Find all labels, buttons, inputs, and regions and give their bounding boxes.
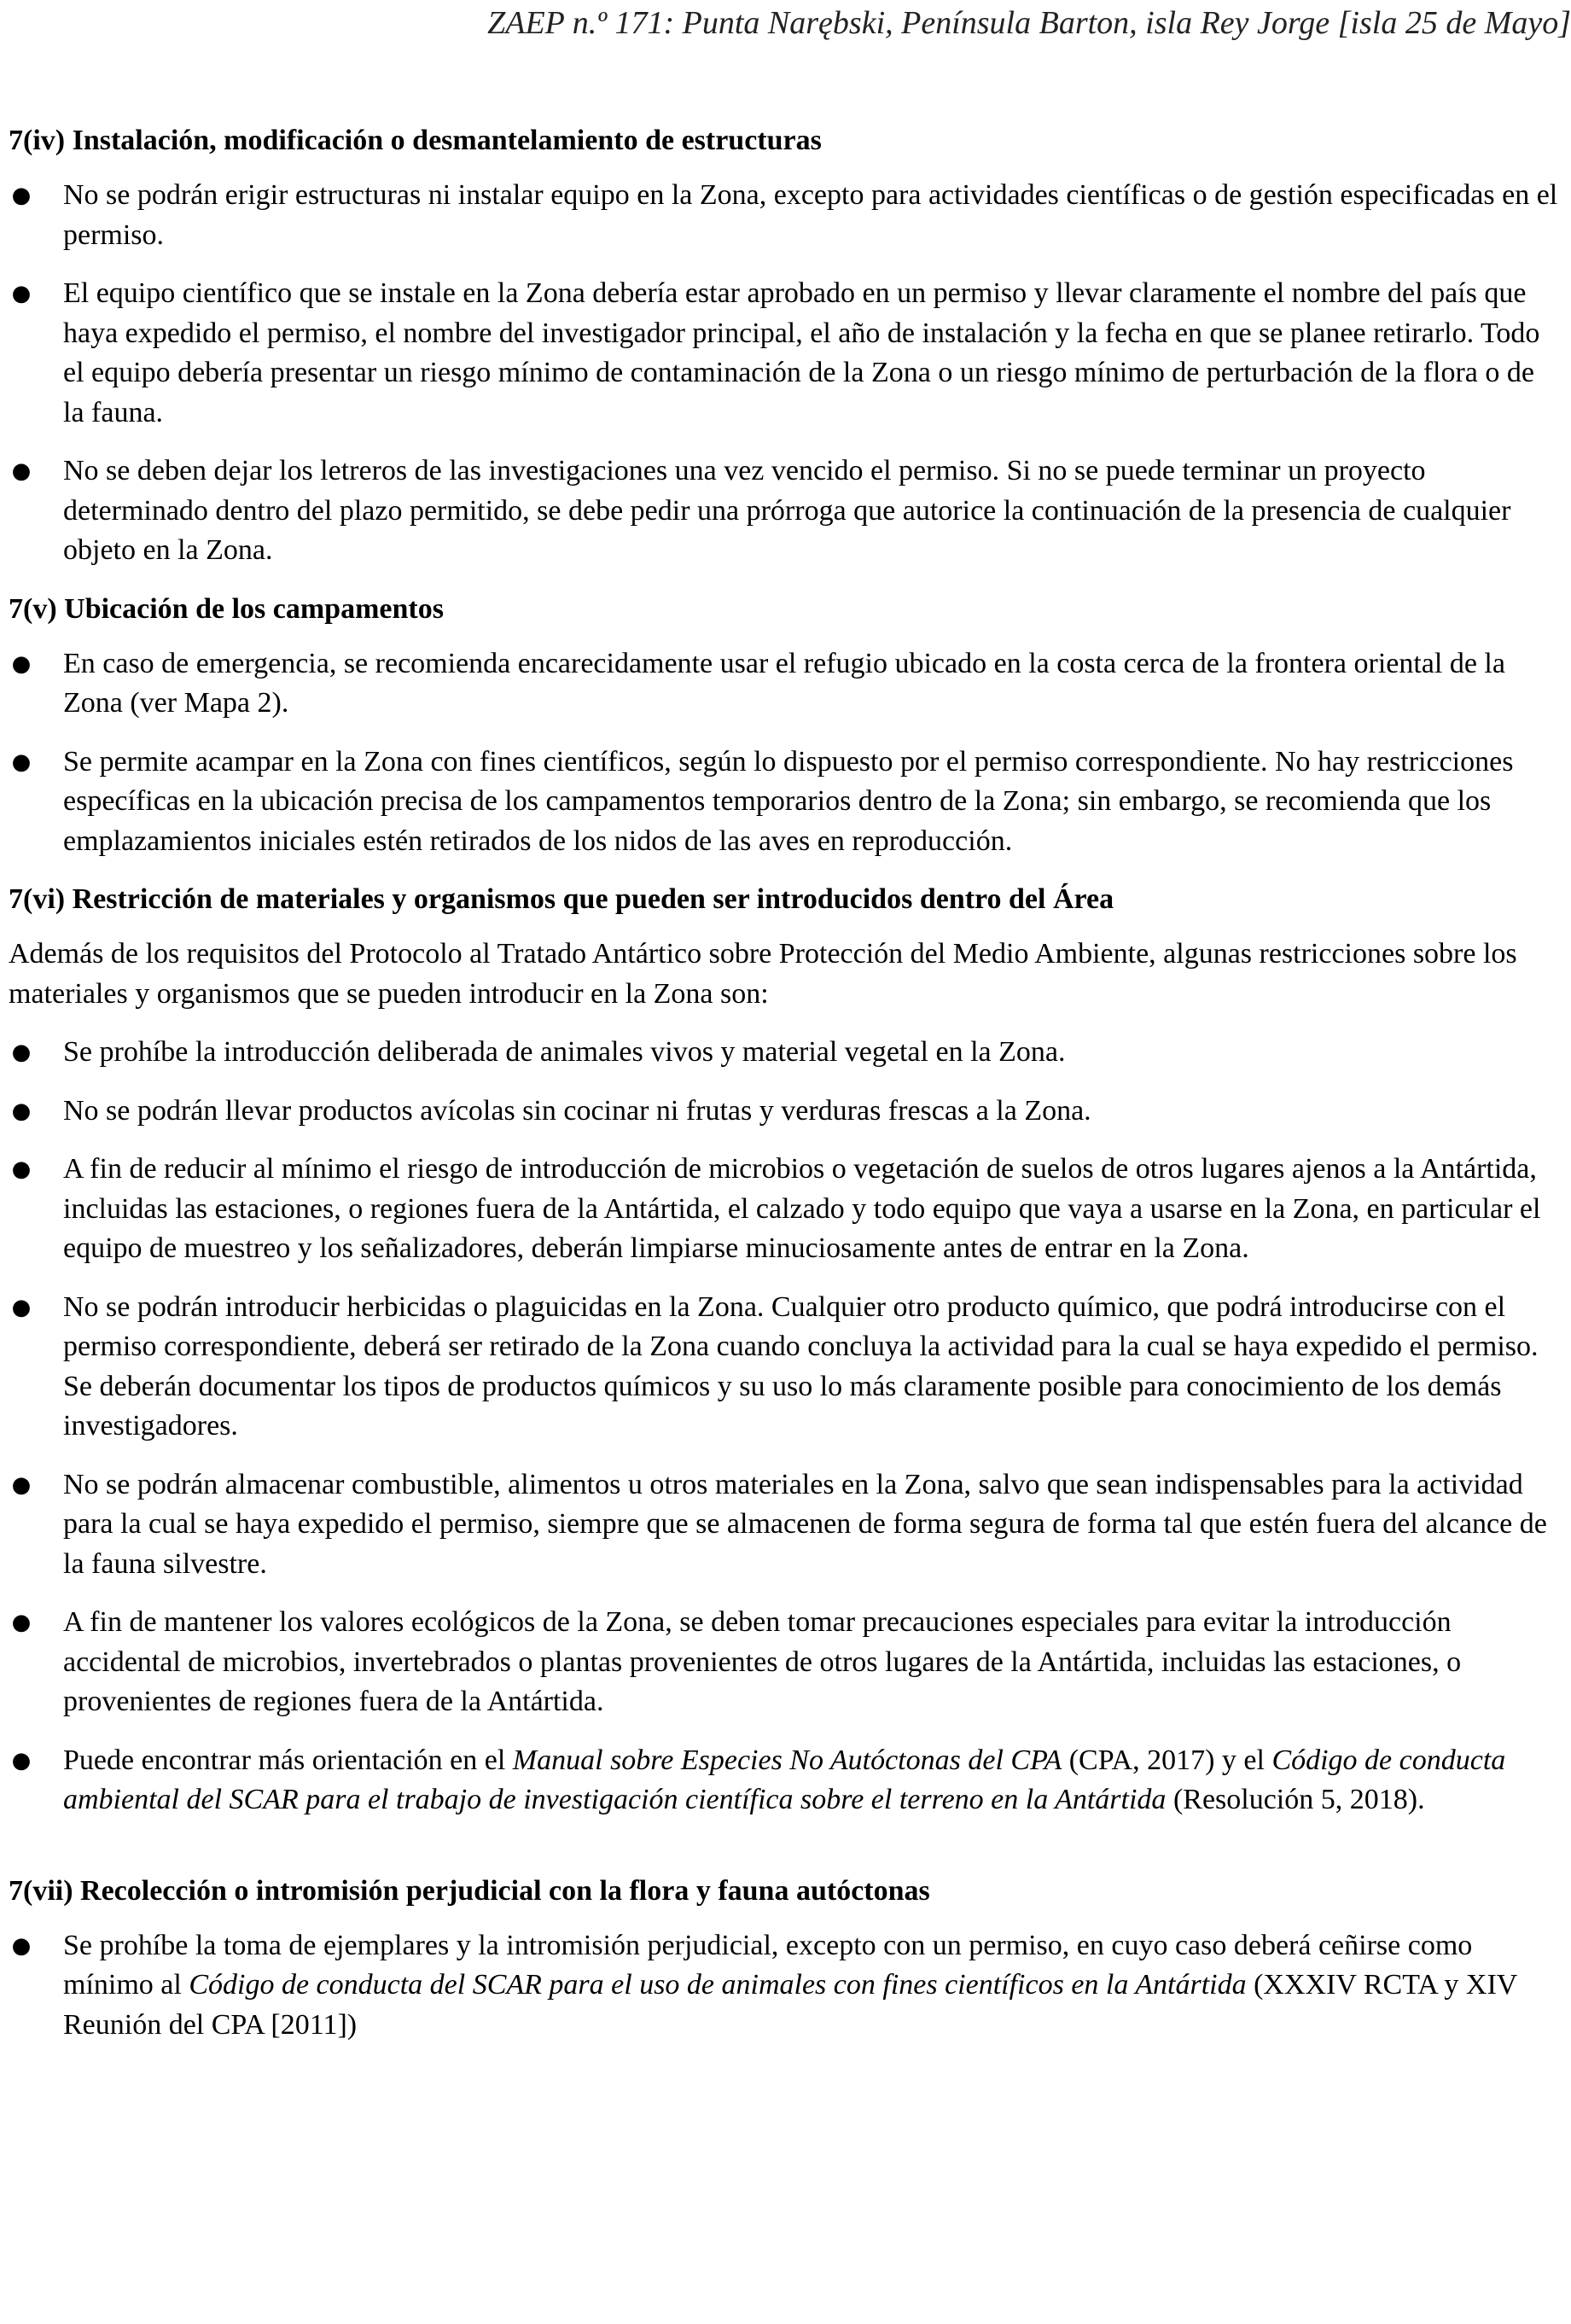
bullet-icon: ● [11,183,32,208]
text-run: (CPA, 2017) y el [1062,1744,1272,1776]
text-run: (XXXIV RCTA y XIV Reunión del CPA [2011]) [63,1969,1517,2041]
list-item-text [63,1744,1505,1816]
list-item-text: No se podrán introducir herbicidas o plaguicidas en la Zona. Cualquier otro producto químico, que podrá introducirse con el permiso correspondiente, deberá ser retirado de la Zona cuando concluya la actividad para la cual se haya expedido el permiso. Se deberán documentar los tipos de productos químicos y su uso lo más claramente posible para conocimiento de los demás investigadores. [63,1290,1539,1442]
text-run: Se prohíbe la toma de ejemplares y la intromisión perjudicial, excepto con un permiso, en cuyo caso deberá ceñirse como mínimo al [63,1929,1473,2001]
list-item [9,1465,1562,1585]
document-title-reference: Manual sobre Especies No Autóctonas del CPA [512,1744,1062,1776]
list-item [9,274,1562,433]
section-heading: 7(vi) Restricción de materiales y organismos que pueden ser introducidos dentro del Área [9,883,1114,915]
bullet-icon: ● [11,1294,32,1320]
list-item [9,451,1562,571]
list-item-text: Se prohíbe la introducción deliberada de animales vivos y material vegetal en la Zona. [63,1036,1066,1068]
list-item [9,1033,1562,1073]
list-item-text: En caso de emergencia, se recomienda encarecidamente usar el refugio ubicado en la costa cerca de la frontera oriental de la Zona (ver Mapa 2). [63,647,1505,719]
list-item [9,176,1562,255]
bullet-icon: ● [11,458,32,484]
text-run: (Resolución 5, 2018). [1166,1784,1425,1815]
bullet-icon: ● [11,1747,32,1774]
list-item [9,1926,1562,2046]
bullet-list [9,644,1562,862]
list-item [9,1741,1562,1820]
bullet-icon: ● [11,1471,32,1498]
list-item-text: A fin de reducir al mínimo el riesgo de introducción de microbios o vegetación de suelos de otros lugares ajenos a la Antártida, incluidas las estaciones, o regiones fuera de la Antártida, el calzado y todo equipo que vaya a usarse en la Zona, en particular el equipo de muestreo y los señalizadores, deberán limpiarse minuciosamente antes de entrar en la Zona. [63,1153,1541,1264]
text-run: Puede encontrar más orientación en el [63,1744,513,1776]
list-item-text: A fin de mantener los valores ecológicos de la Zona, se deben tomar precauciones especiales para evitar la introducción accidental de microbios, invertebrados o plantas provenientes de otros lugares de la Antártida, incluidas las estaciones, o provenientes de regiones fuera de la Antártida. [63,1606,1462,1717]
list-item [9,1092,1562,1132]
bullet-icon: ● [11,1610,32,1635]
section-intro: Además de los requisitos del Protocolo al Tratado Antártico sobre Protección del Medio Ambiente, algunas restricciones sobre los materiales y organismos que se pueden introducir en la Zona son: [9,938,1517,1010]
document-title-reference: Código de conducta ambiental del SCAR para el trabajo de investigación científica sobre el terreno en la Antártida [63,1744,1506,1815]
list-item [9,1288,1562,1447]
bullet-icon: ● [11,1040,32,1065]
list-item-text: El equipo científico que se instale en la Zona debería estar aprobado en un permiso y llevar claramente el nombre del país que haya expedido el permiso, el nombre del investigador principal, el año de instalación y la fecha en que se planee retirarlo. Todo el equipo debería presentar un riesgo mínimo de contaminación de la Zona o un riesgo mínimo de perturbación de la flora o de la fauna. [63,277,1540,428]
bullet-icon: ● [11,748,32,775]
section-7vi [9,880,1562,1820]
list-item [9,1150,1562,1269]
bullet-list [9,1033,1562,1820]
section-heading: 7(vii) Recolección o intromisión perjudicial con la flora y fauna autóctonas [9,1874,930,1907]
running-header: ZAEP n.º 171: Punta Narębski, Península Barton, isla Rey Jorge [isla 25 de Mayo] [487,5,1571,41]
list-item [9,1603,1562,1722]
list-item [9,743,1562,862]
bullet-icon: ● [11,650,32,677]
section-heading: 7(v) Ubicación de los campamentos [9,592,444,625]
document-body [9,121,1562,2064]
list-item [9,644,1562,724]
section-7v [9,590,1562,862]
list-item-text: No se podrán llevar productos avícolas sin cocinar ni frutas y verduras frescas a la Zona. [63,1094,1091,1127]
bullet-icon: ● [11,281,32,306]
bullet-icon: ● [11,1156,32,1182]
bullet-icon: ● [11,1098,32,1124]
list-item-text [63,1930,1517,2041]
section-7iv [9,121,1562,571]
bullet-list [9,176,1562,571]
bullet-list [9,1926,1562,2046]
bullet-icon: ● [11,1932,32,1959]
list-item-text: Se permite acampar en la Zona con fines científicos, según lo dispuesto por el permiso correspondiente. No hay restricciones específicas en la ubicación precisa de los campamentos temporarios dentro de la Zona; sin embargo, se recomienda que los emplazamientos iniciales estén retirados de los nidos de las aves en reproducción. [63,745,1514,857]
section-heading: 7(iv) Instalación, modificación o desmantelamiento de estructuras [9,125,822,156]
list-item-text: No se deben dejar los letreros de las investigaciones una vez vencido el permiso. Si no se puede terminar un proyecto determinado dentro del plazo permitido, se debe pedir una prórroga que autorice la continuación de la presencia de cualquier objeto en la Zona. [63,455,1511,566]
section-7vii [9,1872,1562,2046]
list-item-text: No se podrán almacenar combustible, alimentos u otros materiales en la Zona, salvo que sean indispensables para la actividad para la cual se haya expedido el permiso, siempre que se almacenen de forma segura de forma tal que estén fuera del alcance de la fauna silvestre. [63,1468,1547,1580]
document-title-reference: Código de conducta del SCAR para el uso de animales con fines científicos en la Antártida [189,1969,1247,2001]
list-item-text: No se podrán erigir estructuras ni instalar equipo en la Zona, excepto para actividades científicas o de gestión especificadas en el permiso. [63,179,1558,251]
